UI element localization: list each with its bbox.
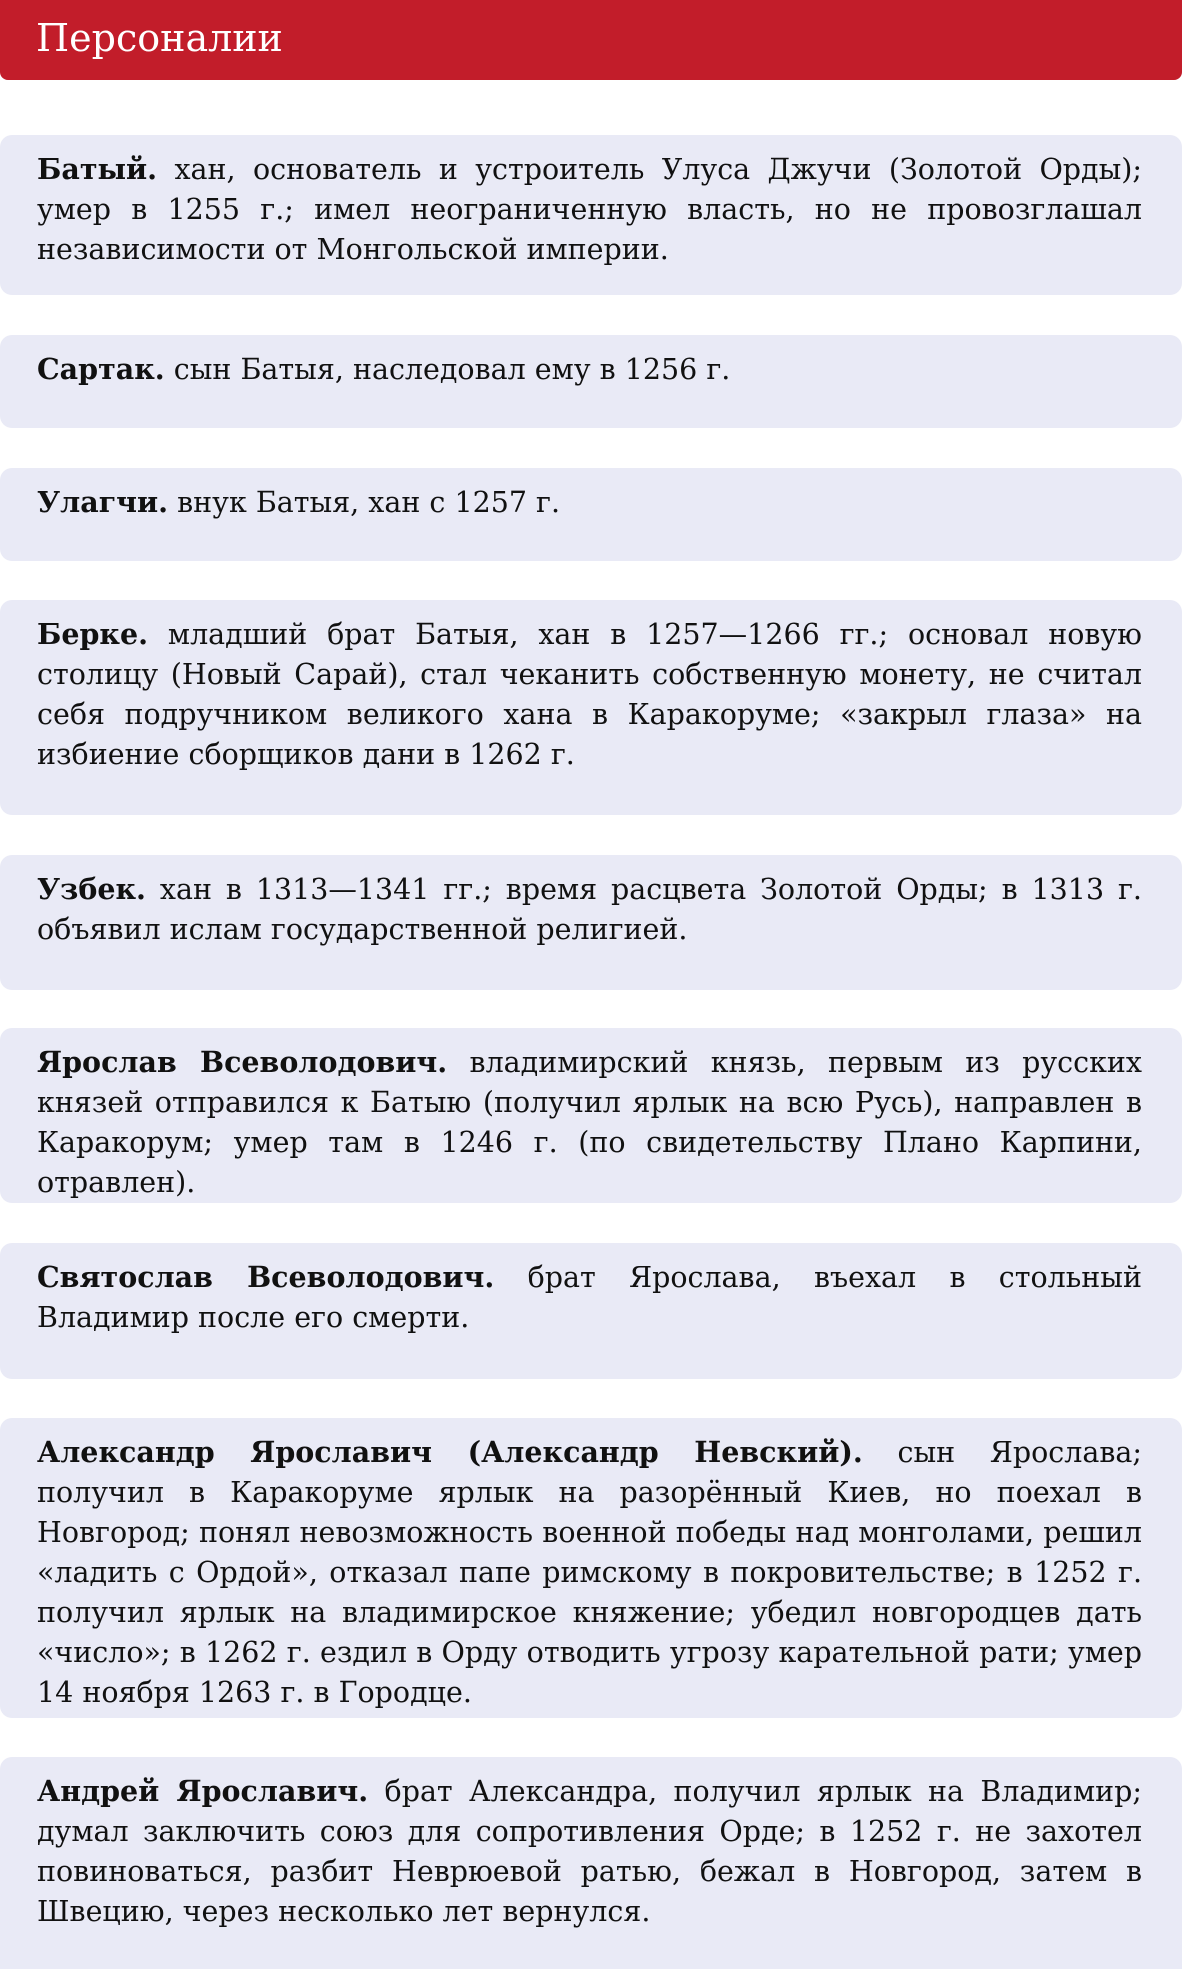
person-name: Берке. [37, 617, 149, 651]
person-description: брат Ярослава, въехал в стольный Владимир после его смерти. [37, 1261, 1142, 1334]
person-description: брат Александра, получил ярлык на Владимир; думал заключить союз для сопротивления Орде; в 1252 г. не захотел повиноваться, разбит Неврюевой ратью, бежал в Новгород, затем в Швецию, через несколько лет вернулся. [37, 1775, 1142, 1928]
person-entry-alexander-nevsky [0, 1418, 1182, 1718]
person-entry-svyatoslav [0, 1243, 1182, 1379]
person-name: Батый. [37, 152, 158, 186]
section-header [0, 0, 1182, 80]
person-name: Александр Ярославич (Александр Невский). [37, 1435, 863, 1469]
person-description: внук Батыя, хан с 1257 г. [168, 486, 561, 519]
person-description: владимирский князь, первым из русских князей отправился к Батыю (получил ярлык на всю Русь), направлен в Каракорум; умер там в 1246 г. (по свидетельству Плано Карпини, отравлен). [37, 1046, 1142, 1199]
person-name: Сартак. [37, 352, 165, 386]
person-entry-berke [0, 600, 1182, 815]
person-entry-yaroslav [0, 1028, 1182, 1203]
person-entry-batu [0, 135, 1182, 295]
person-name: Андрей Ярославич. [37, 1774, 369, 1808]
person-entry-andrey [0, 1757, 1182, 1969]
person-name: Святослав Всеволодович. [37, 1260, 495, 1294]
section-title: Персоналии [36, 16, 283, 60]
person-name: Узбек. [37, 872, 146, 906]
person-entry-sartak [0, 335, 1182, 428]
person-entry-ulagchi [0, 468, 1182, 561]
person-description: хан в 1313—1341 гг.; время расцвета Золотой Орды; в 1313 г. объявил ислам государственной религией. [37, 873, 1142, 946]
person-description: хан, основатель и устроитель Улуса Джучи (Золотой Орды); умер в 1255 г.; имел неограниченную власть, но не провозглашал независимости от Монгольской империи. [37, 153, 1142, 266]
person-description: сын Батыя, наследовал ему в 1256 г. [164, 353, 731, 386]
person-name: Улагчи. [37, 485, 169, 519]
person-description: младший брат Батыя, хан в 1257—1266 гг.; основал новую столицу (Новый Сарай), стал чеканить собственную монету, не считал себя подручником великого хана в Каракоруме; «закрыл глаза» на избиение сборщиков дани в 1262 г. [37, 618, 1142, 771]
person-name: Ярослав Всеволодович. [37, 1045, 448, 1079]
person-description: сын Ярослава; получил в Каракоруме ярлык на разорённый Киев, но поехал в Новгород; понял невозможность военной победы над монголами, решил «ладить с Ордой», отказал папе римскому в покровительстве; в 1252 г. получил ярлык на владимирское княжение; убедил новгородцев дать «число»; в 1262 г. ездил в Орду отводить угрозу карательной рати; умер 14 ноября 1263 г. в Городце. [37, 1436, 1142, 1709]
person-entry-uzbek [0, 855, 1182, 990]
